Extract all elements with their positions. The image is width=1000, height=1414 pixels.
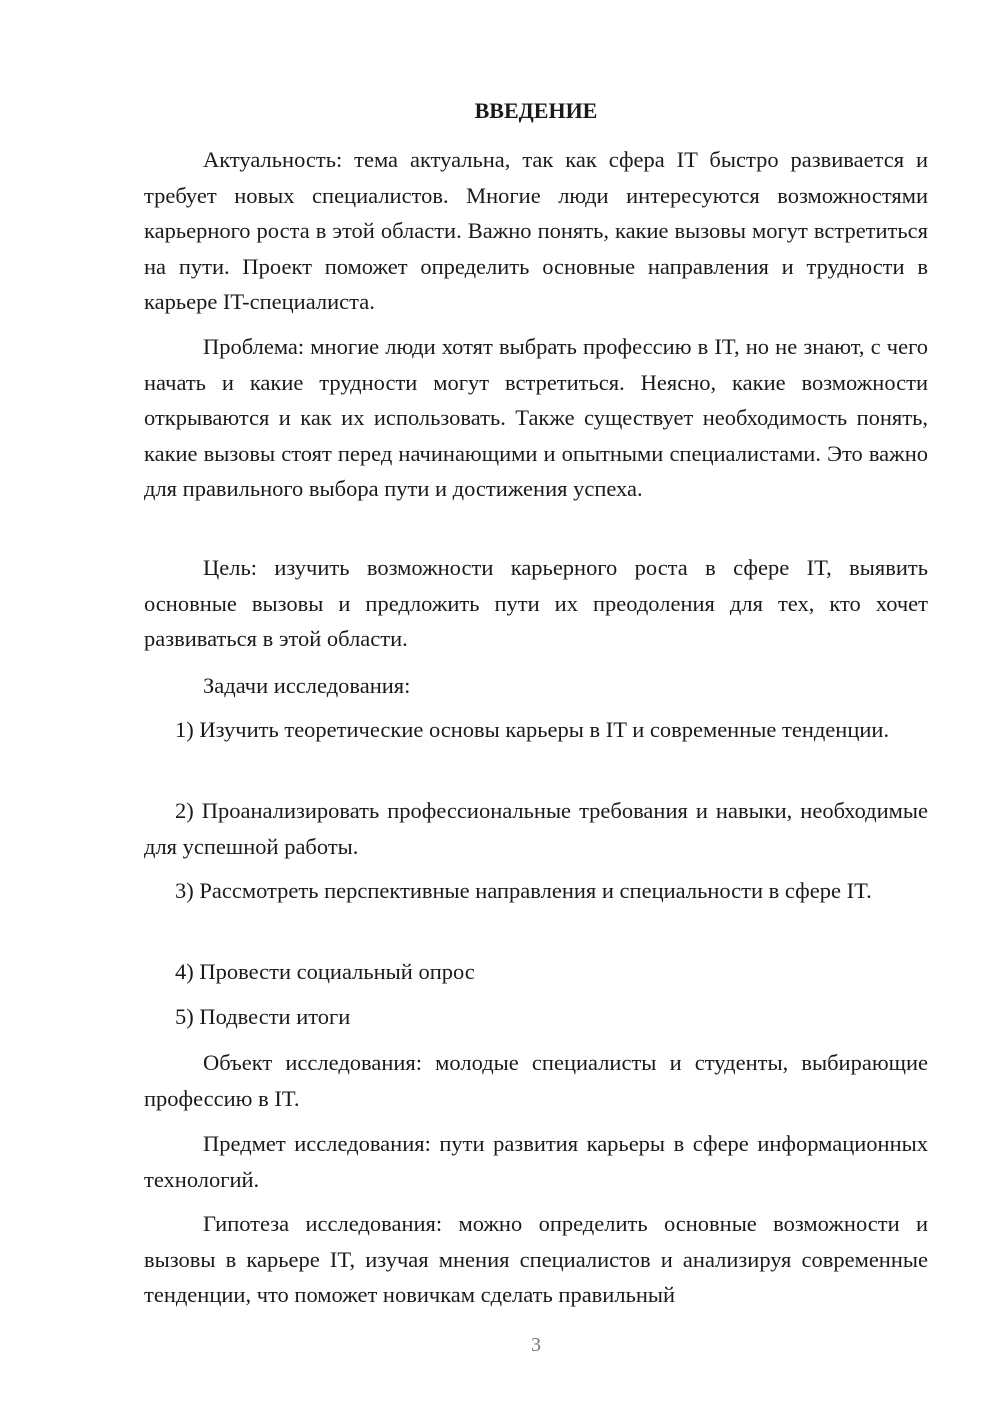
document-page: [144, 0, 928, 1414]
subject-paragraph: Предмет исследования: пути развития карьеры в сфере информационных технологий.: [144, 1131, 928, 1192]
tasks-title: Задачи исследования:: [203, 673, 411, 698]
page-title: ВВЕДЕНИЕ: [474, 98, 598, 123]
object-paragraph: Объект исследования: молодые специалисты и студенты, выбирающие профессию в IT.: [144, 1050, 928, 1111]
task-item-4: 4) Провести социальный опрос: [175, 959, 475, 984]
task-item-5: 5) Подвести итоги: [175, 1004, 351, 1029]
task-item-3: 3) Рассмотреть перспективные направления и специальности в сфере IT.: [175, 878, 872, 903]
page-number: 3: [531, 1334, 541, 1356]
task-item-1: 1) Изучить теоретические основы карьеры в IT и современные тенденции.: [175, 717, 890, 742]
problem-paragraph: Проблема: многие люди хотят выбрать профессию в IT, но не знают, с чего начать и какие трудности могут встретиться. Неясно, какие возможности открываются и как их использовать. Также существует необходимость понять, какие вызовы стоят перед начинающими и опытными специалистами. Это важно для правильного выбора пути и достижения успеха.: [144, 334, 928, 501]
hypothesis-paragraph: Гипотеза исследования: можно определить основные возможности и вызовы в карьере IT, изучая мнения специалистов и анализируя современные тенденции, что поможет новичкам сделать правильный: [144, 1211, 928, 1307]
relevance-paragraph: Актуальность: тема актуальна, так как сфера IT быстро развивается и требует новых специалистов. Многие люди интересуются возможностями карьерного роста в этой области. Важно понять, какие вызовы могут встретиться на пути. Проект поможет определить основные направления и трудности в карьере IT-специалиста.: [144, 147, 928, 314]
goal-paragraph: Цель: изучить возможности карьерного роста в сфере IT, выявить основные вызовы и предложить пути их преодоления для тех, кто хочет развиваться в этой области.: [144, 555, 928, 651]
task-item-2: 2) Проанализировать профессиональные требования и навыки, необходимые для успешной работы.: [144, 798, 928, 859]
